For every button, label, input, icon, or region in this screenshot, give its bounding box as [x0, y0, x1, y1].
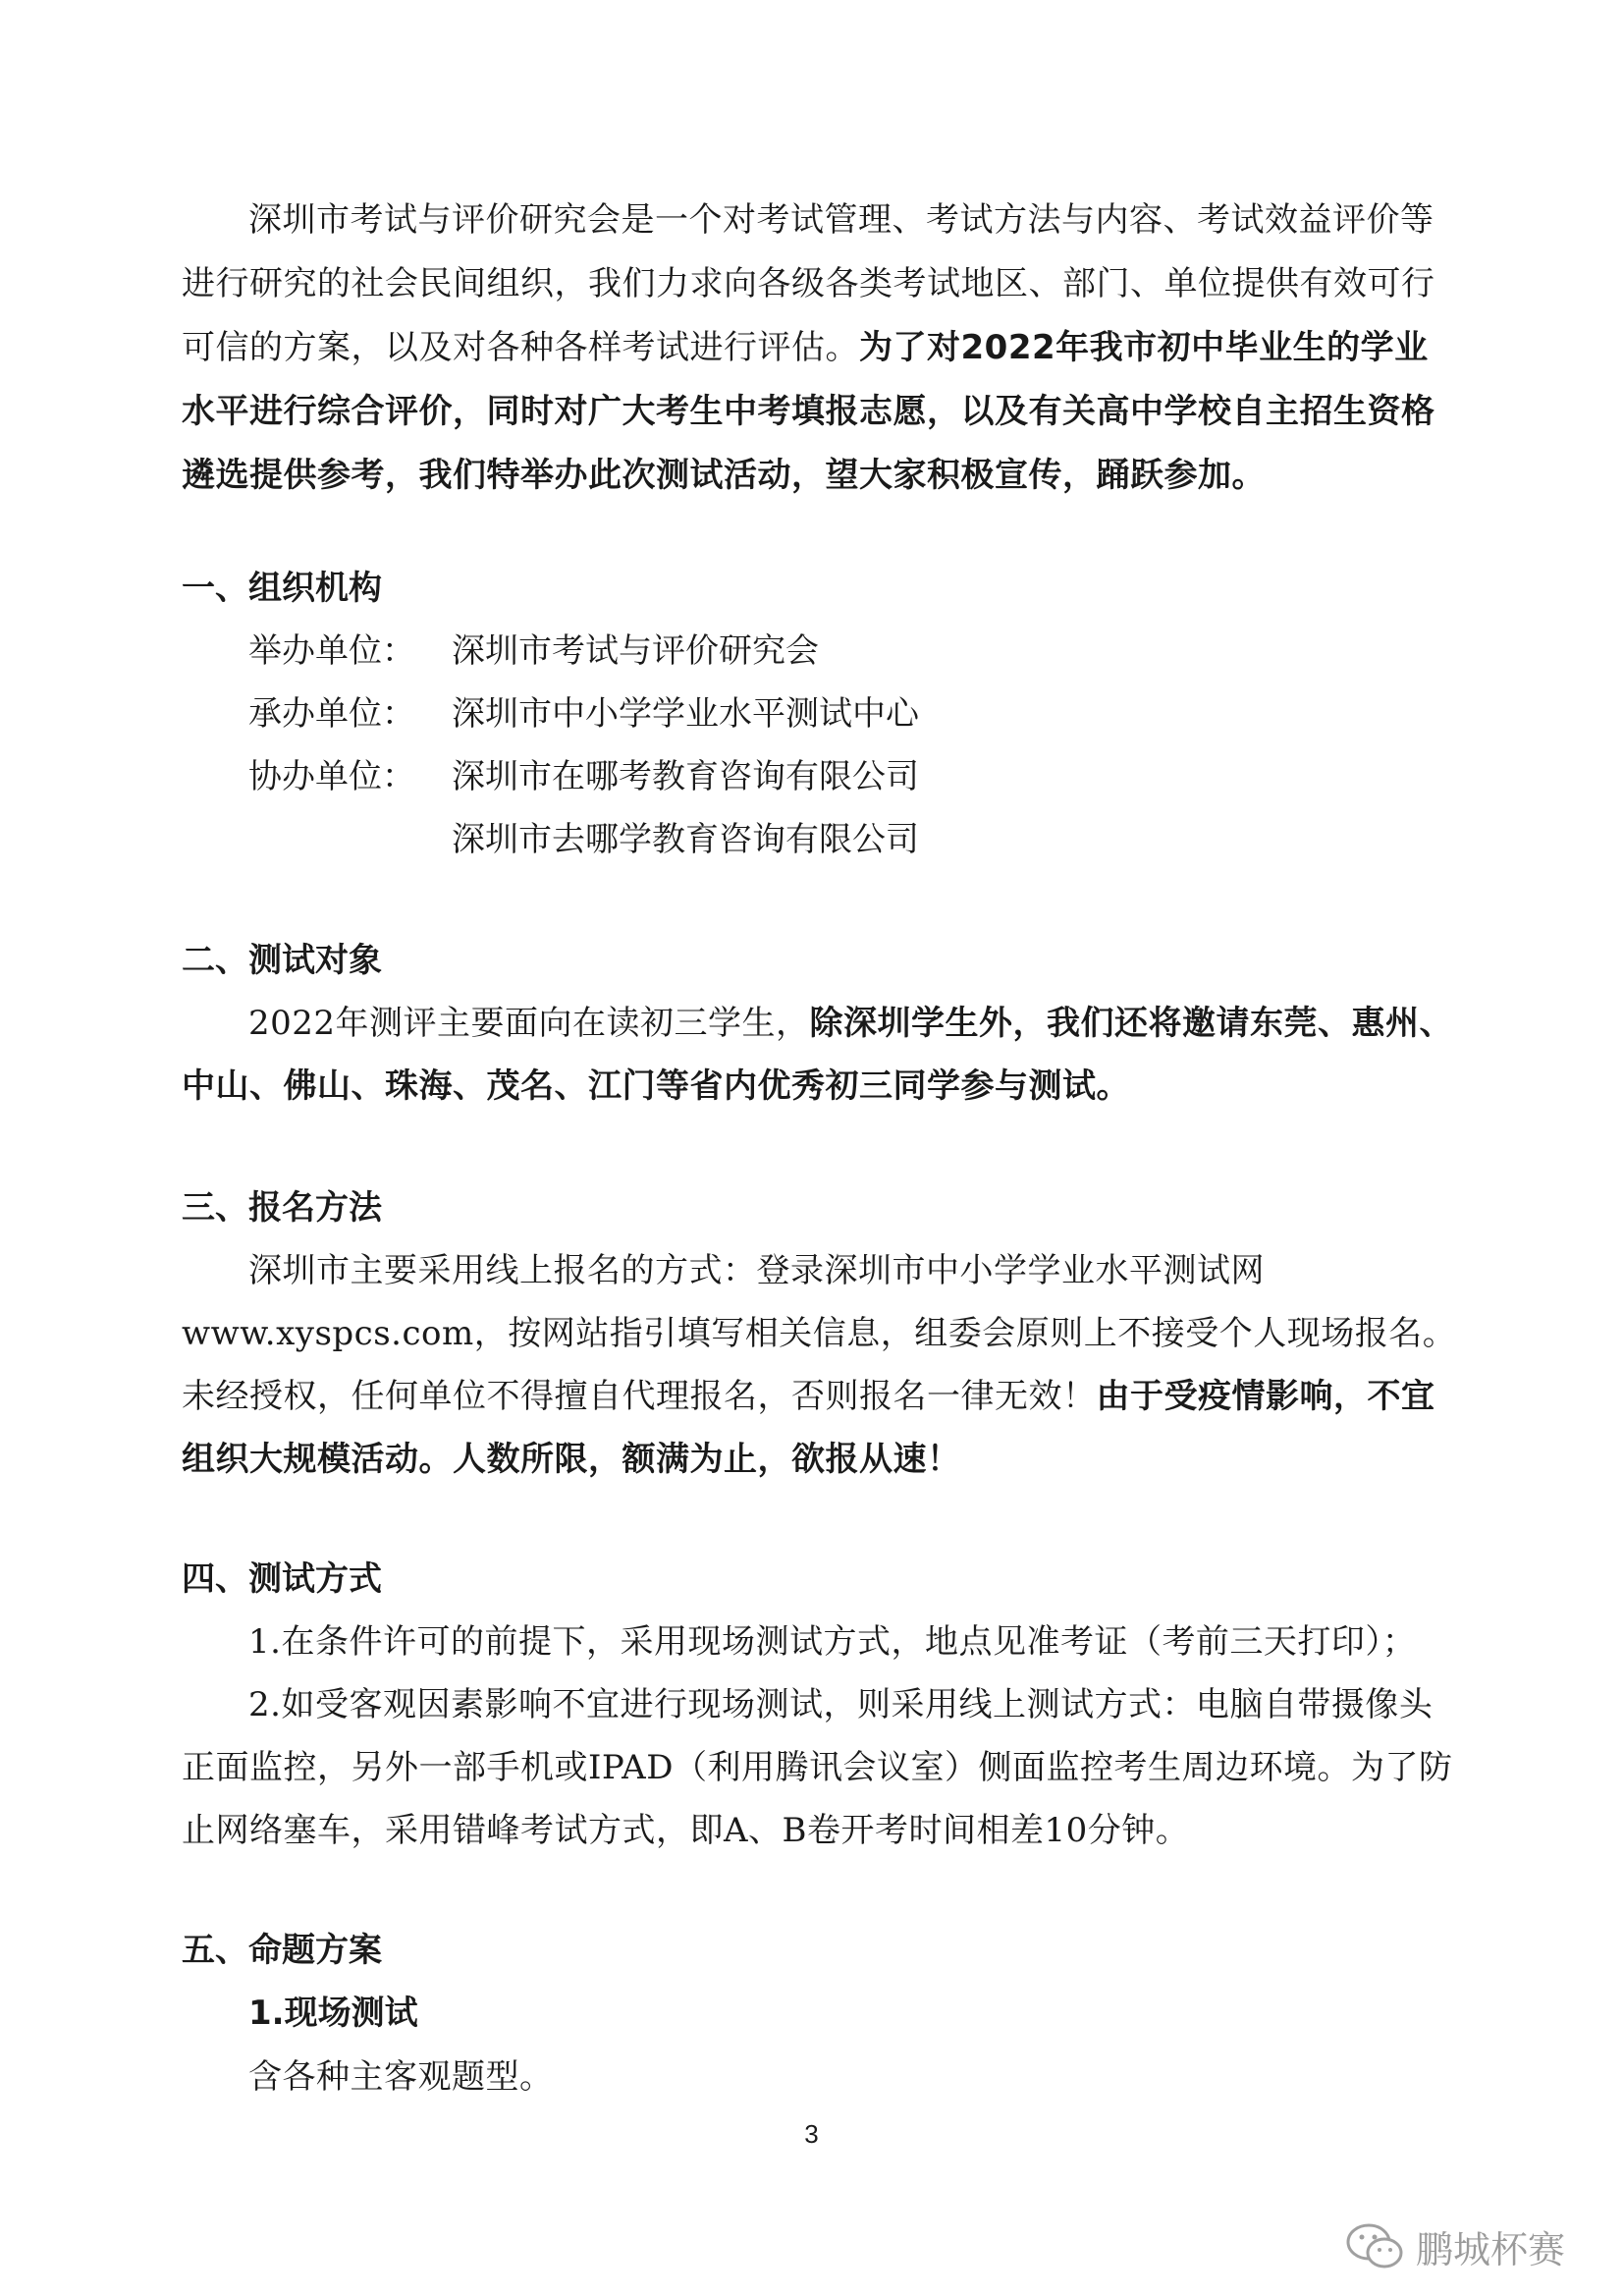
section2-normal-text: 2022年测评主要面向在读初三学生， — [248, 1004, 810, 1043]
organizer-label: 承办单位： — [248, 694, 415, 734]
section5-sub1-title: 1.现场测试 — [248, 1994, 418, 2033]
co-organizer-value-1: 深圳市在哪考教育咨询有限公司 — [452, 757, 919, 796]
section2-bold-text: 除深圳学生外，我们还将邀请东莞、惠州、中山、佛山、珠海、茂名、江门等省内优秀初三同学参与测试。 — [182, 1004, 1454, 1106]
wechat-icon — [1345, 2221, 1406, 2272]
section5-title: 五、命题方案 — [182, 1931, 382, 1970]
section3-paragraph — [182, 1239, 1458, 1491]
host-label: 举办单位： — [248, 631, 415, 671]
section5-sub1-text: 含各种主客观题型。 — [248, 2057, 554, 2097]
section3-title: 三、报名方法 — [182, 1188, 382, 1228]
host-value: 深圳市考试与评价研究会 — [452, 631, 819, 671]
page-number: 3 — [804, 2119, 819, 2149]
section4-item2: 2.如受客观因素影响不宜进行现场测试，则采用线上测试方式：电脑自带摄像头正面监控，另外一部手机或IPAD（利用腾讯会议室）侧面监控考生周边环境。为了防止网络塞车，采用错峰考试方式，即A、B卷开考时间相差10分钟。 — [182, 1685, 1453, 1850]
section3-normal-text: 深圳市主要采用线上报名的方式：登录深圳市中小学学业水平测试网www.xyspcs.com，按网站指引填写相关信息，组委会原则上不接受个人现场报名。未经授权，任何单位不得擅自代理报名，否则报名一律无效！ — [182, 1251, 1457, 1416]
section3-bold-text: 由于受疫情影响，不宜组织大规模活动。人数所限，额满为止，欲报从速！ — [182, 1377, 1435, 1479]
intro-normal-text: 深圳市考试与评价研究会是一个对考试管理、考试方法与内容、考试效益评价等进行研究的社会民间组织，我们力求向各级各类考试地区、部门、单位提供有效可行可信的方案，以及对各种各样考试进行评估。 — [182, 200, 1435, 367]
intro-bold-text: 为了对2022年我市初中毕业生的学业水平进行综合评价，同时对广大考生中考填报志愿，以及有关高中学校自主招生资格遴选提供参考，我们特举办此次测试活动，望大家积极宣传，踊跃参加。 — [182, 328, 1435, 495]
organizer-value: 深圳市中小学学业水平测试中心 — [452, 694, 919, 734]
watermark-text: 鹏城杯赛 — [1416, 2228, 1566, 2271]
section2-paragraph — [182, 992, 1458, 1118]
watermark — [1345, 2219, 1565, 2273]
section1-title: 一、组织机构 — [182, 569, 382, 608]
co-organizer-value-2: 深圳市去哪学教育咨询有限公司 — [452, 820, 919, 859]
section4-item1: 1.在条件许可的前提下，采用现场测试方式，地点见准考证（考前三天打印）； — [248, 1622, 1417, 1662]
co-organizer-label: 协办单位： — [248, 757, 415, 796]
intro-paragraph — [182, 189, 1458, 508]
section2-title: 二、测试对象 — [182, 941, 382, 980]
section4-title: 四、测试方式 — [182, 1559, 382, 1599]
